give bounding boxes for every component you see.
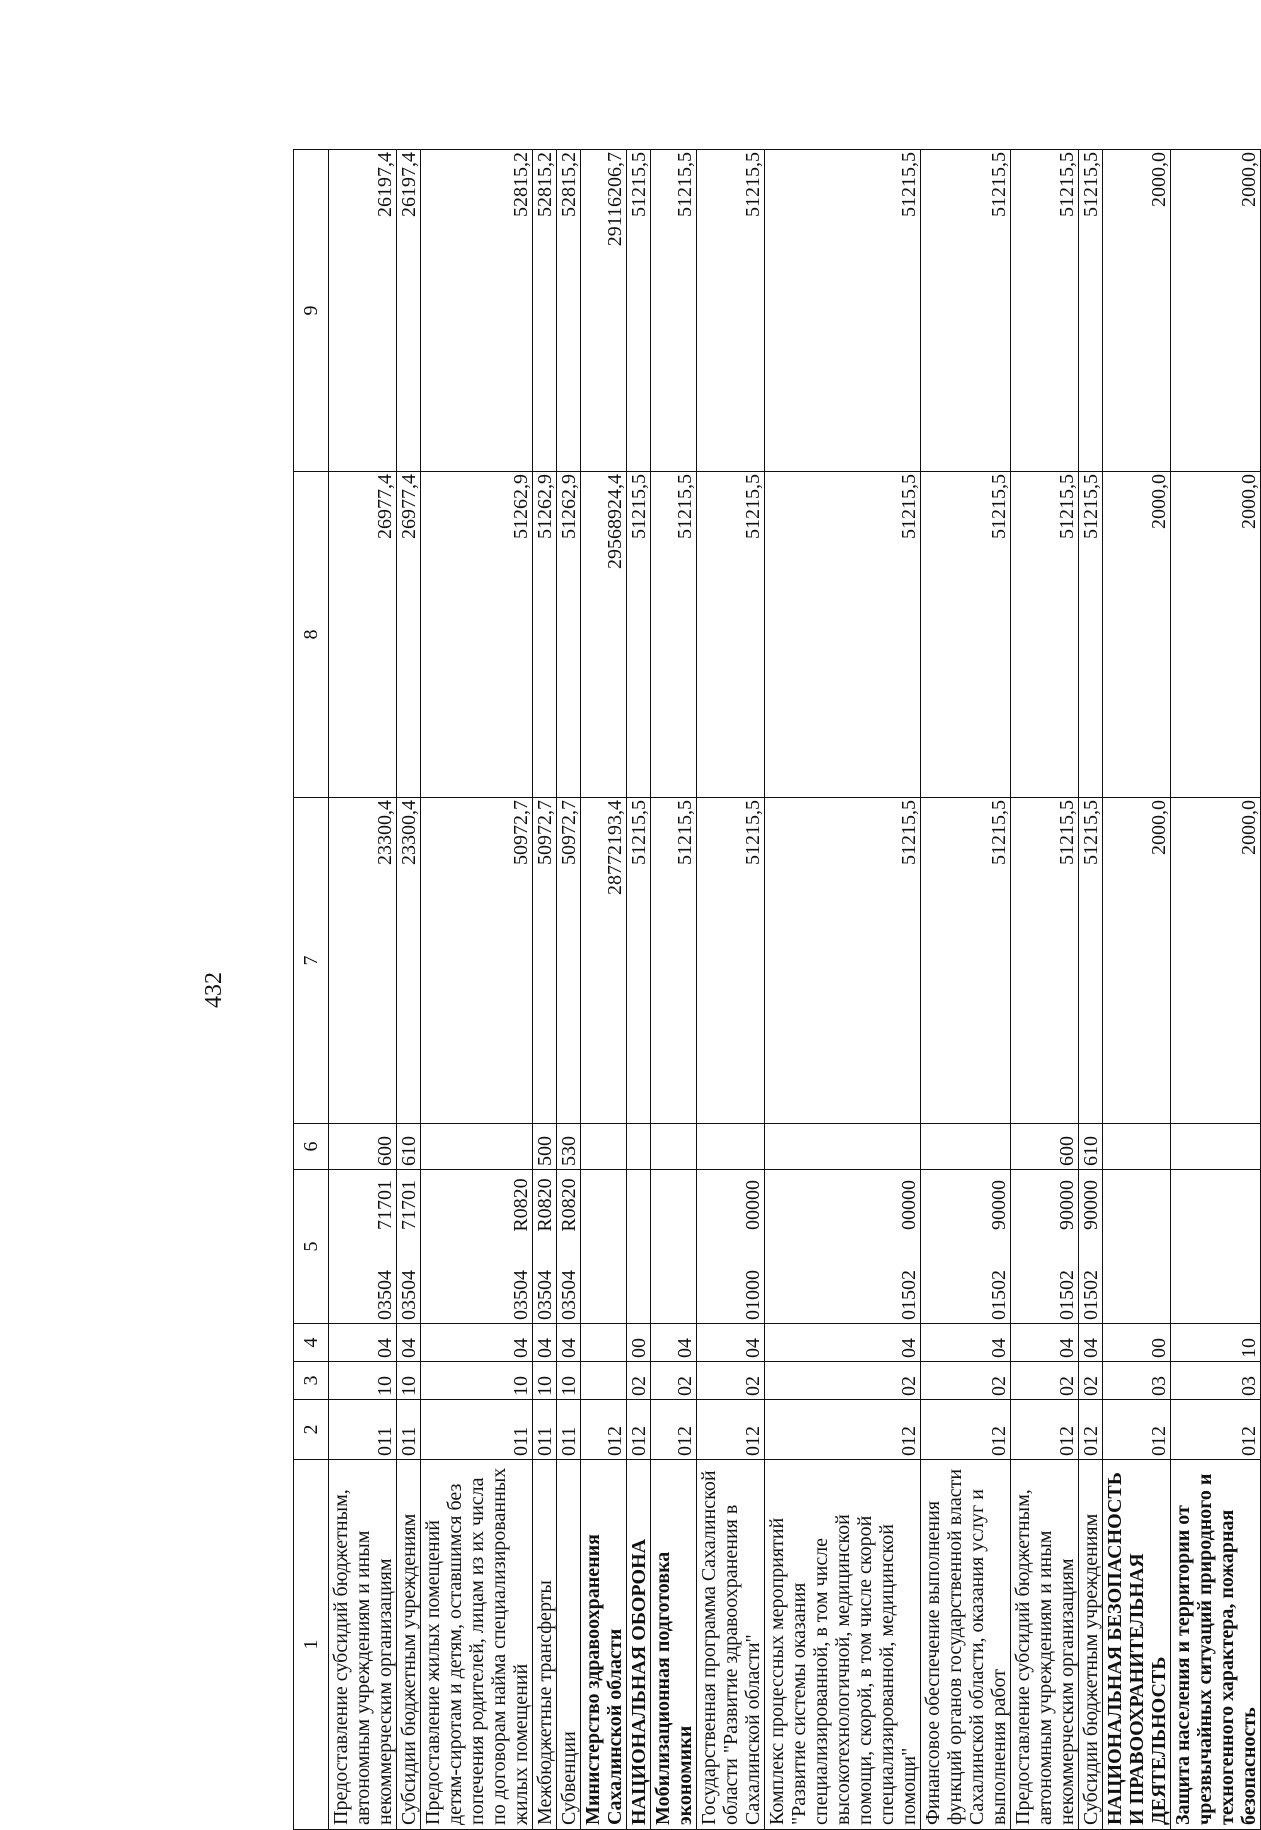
column-header-3: 3 (294, 1362, 329, 1400)
amount-cell-col7: 2000,0 (1171, 798, 1261, 1124)
subsection-code-cell: 04 (329, 1324, 397, 1362)
amount-cell-col8: 51215,5 (697, 472, 765, 798)
direction-code: 71701 (374, 1180, 396, 1230)
amount-cell-col8: 2000,0 (1103, 472, 1171, 798)
section-code-cell: 02 (1011, 1362, 1079, 1400)
row-name-cell: НАЦИОНАЛЬНАЯ ОБОРОНА (627, 1460, 651, 1830)
direction-code: 90000 (988, 1180, 1010, 1230)
subsection-code-cell: 00 (627, 1324, 651, 1362)
amount-cell-col8: 51262,9 (421, 472, 533, 798)
amount-cell-col7: 51215,5 (765, 798, 921, 1124)
section-code-cell: 02 (1079, 1362, 1103, 1400)
expense-type-cell (765, 1124, 921, 1170)
amount-cell-col7: 50972,7 (533, 798, 557, 1124)
subsection-code-cell: 04 (1079, 1324, 1103, 1362)
amount-cell-col9: 52815,2 (533, 150, 557, 472)
subsection-code-cell: 10 (1171, 1324, 1261, 1362)
page-number: 432 (201, 972, 227, 1008)
ministry-code-cell: 011 (329, 1400, 397, 1460)
expense-type-cell: 610 (397, 1124, 421, 1170)
direction-code: 90000 (1056, 1180, 1078, 1230)
expense-type-cell (1103, 1124, 1171, 1170)
target-article-cell (397, 1170, 421, 1324)
target-article-cell (1171, 1170, 1261, 1324)
section-code-cell: 10 (533, 1362, 557, 1400)
target-article-cell (765, 1170, 921, 1324)
budget-page (201, 150, 1260, 1830)
direction-code: 00000 (898, 1180, 920, 1230)
amount-cell-col9: 51215,5 (697, 150, 765, 472)
amount-cell-col9: 26197,4 (329, 150, 397, 472)
amount-cell-col9: 51215,5 (1079, 150, 1103, 472)
section-code-cell: 02 (765, 1362, 921, 1400)
column-header-6: 6 (294, 1124, 329, 1170)
target-article-cell (421, 1170, 533, 1324)
subsection-code-cell: 04 (765, 1324, 921, 1362)
ministry-code-cell: 012 (1171, 1400, 1261, 1460)
column-header-9: 9 (294, 150, 329, 472)
table-row (921, 150, 1011, 1830)
direction-code: 00000 (742, 1180, 764, 1230)
amount-cell-col7: 51215,5 (921, 798, 1011, 1124)
table-row (627, 150, 651, 1830)
row-name-cell: Субсидии бюджетным учреждениям (397, 1460, 421, 1830)
program-code: 01502 (1080, 1270, 1102, 1320)
subsection-code-cell: 04 (421, 1324, 533, 1362)
column-header-1: 1 (294, 1460, 329, 1830)
target-article-cell (651, 1170, 697, 1324)
section-code-cell: 03 (1103, 1362, 1171, 1400)
section-code-cell: 02 (651, 1362, 697, 1400)
section-code-cell: 02 (627, 1362, 651, 1400)
expense-type-cell: 600 (1011, 1124, 1079, 1170)
ministry-code-cell: 012 (651, 1400, 697, 1460)
program-code: 03504 (558, 1270, 580, 1320)
amount-cell-col8: 51215,5 (651, 472, 697, 798)
amount-cell-col9: 52815,2 (421, 150, 533, 472)
column-header-2: 2 (294, 1400, 329, 1460)
target-article-cell (921, 1170, 1011, 1324)
ministry-code-cell: 011 (533, 1400, 557, 1460)
row-name-cell: Комплекс процессных мероприятий "Развитие системы оказания специализированной, в том числе высокотехнологичной, медицинской помощи, скорой, в том числе скорой специализированной, медицинской помощи" (765, 1460, 921, 1830)
table-row (581, 150, 627, 1830)
section-code-cell: 02 (921, 1362, 1011, 1400)
column-header-7: 7 (294, 798, 329, 1124)
ministry-code-cell: 012 (1011, 1400, 1079, 1460)
table-row (1171, 150, 1261, 1830)
amount-cell-col9: 51215,5 (1011, 150, 1079, 472)
amount-cell-col8: 51215,5 (765, 472, 921, 798)
column-header-4: 4 (294, 1324, 329, 1362)
program-code: 03504 (398, 1270, 420, 1320)
table-row (697, 150, 765, 1830)
direction-code: 90000 (1080, 1180, 1102, 1230)
table-row (421, 150, 533, 1830)
row-name-cell: Межбюджетные трансферты (533, 1460, 557, 1830)
amount-cell-col9: 51215,5 (627, 150, 651, 472)
direction-code: 71701 (398, 1180, 420, 1230)
expense-type-cell (421, 1124, 533, 1170)
amount-cell-col9: 2000,0 (1103, 150, 1171, 472)
expense-type-cell (921, 1124, 1011, 1170)
program-code: 03504 (374, 1270, 396, 1320)
amount-cell-col8: 51262,9 (557, 472, 581, 798)
ministry-code-cell: 012 (921, 1400, 1011, 1460)
ministry-code-cell: 012 (697, 1400, 765, 1460)
ministry-code-cell: 011 (421, 1400, 533, 1460)
amount-cell-col7: 23300,4 (329, 798, 397, 1124)
amount-cell-col8: 26977,4 (329, 472, 397, 798)
amount-cell-col7: 28772193,4 (581, 798, 627, 1124)
row-name-cell: Защита населения и территории от чрезвычайных ситуаций природного и техногенного характера, пожарная безопасность (1171, 1460, 1261, 1830)
amount-cell-col7: 51215,5 (1079, 798, 1103, 1124)
program-code: 03504 (534, 1270, 556, 1320)
amount-cell-col7: 50972,7 (421, 798, 533, 1124)
target-article-cell (697, 1170, 765, 1324)
subsection-code-cell: 00 (1103, 1324, 1171, 1362)
ministry-code-cell: 011 (557, 1400, 581, 1460)
expense-type-cell (627, 1124, 651, 1170)
amount-cell-col8: 51215,5 (1011, 472, 1079, 798)
amount-cell-col8: 2000,0 (1171, 472, 1261, 798)
row-name-cell: Субвенции (557, 1460, 581, 1830)
row-name-cell: Предоставление жилых помещений детям-сиротам и детям, оставшимся без попечения родителей, лицам из их числа по договорам найма специализированных жилых помещений (421, 1460, 533, 1830)
subsection-code-cell: 04 (651, 1324, 697, 1362)
subsection-code-cell: 04 (921, 1324, 1011, 1362)
subsection-code-cell: 04 (557, 1324, 581, 1362)
amount-cell-col8: 26977,4 (397, 472, 421, 798)
amount-cell-col7: 51215,5 (651, 798, 697, 1124)
table-row (533, 150, 557, 1830)
target-article-cell (329, 1170, 397, 1324)
amount-cell-col9: 2000,0 (1171, 150, 1261, 472)
program-code: 03504 (510, 1270, 532, 1320)
row-name-cell: Предоставление субсидий бюджетным, автономным учреждениям и иным некоммерческим организациям (1011, 1460, 1079, 1830)
amount-cell-col8: 51215,5 (921, 472, 1011, 798)
ministry-code-cell: 012 (581, 1400, 627, 1460)
amount-cell-col8: 51262,9 (533, 472, 557, 798)
section-code-cell (581, 1362, 627, 1400)
section-code-cell: 02 (697, 1362, 765, 1400)
amount-cell-col8: 51215,5 (1079, 472, 1103, 798)
budget-table (293, 149, 1261, 1830)
ministry-code-cell: 011 (397, 1400, 421, 1460)
expense-type-cell (581, 1124, 627, 1170)
expense-type-cell: 610 (1079, 1124, 1103, 1170)
direction-code: R0820 (534, 1178, 556, 1232)
table-header-row (294, 150, 329, 1830)
table-row (1011, 150, 1079, 1830)
amount-cell-col7: 51215,5 (697, 798, 765, 1124)
target-article-cell (1103, 1170, 1171, 1324)
amount-cell-col7: 50972,7 (557, 798, 581, 1124)
table-row (1103, 150, 1171, 1830)
target-article-cell (627, 1170, 651, 1324)
subsection-code-cell: 04 (533, 1324, 557, 1362)
row-name-cell: НАЦИОНАЛЬНАЯ БЕЗОПАСНОСТЬ И ПРАВООХРАНИТЕЛЬНАЯ ДЕЯТЕЛЬНОСТЬ (1103, 1460, 1171, 1830)
row-name-cell: Государственная программа Сахалинской области "Развитие здравоохранения в Сахалинской области" (697, 1460, 765, 1830)
section-code-cell: 03 (1171, 1362, 1261, 1400)
subsection-code-cell (581, 1324, 627, 1362)
ministry-code-cell: 012 (765, 1400, 921, 1460)
section-code-cell: 10 (421, 1362, 533, 1400)
expense-type-cell (651, 1124, 697, 1170)
row-name-cell: Финансовое обеспечение выполнения функций органов государственной власти Сахалинской области, оказания услуг и выполнения работ (921, 1460, 1011, 1830)
section-code-cell: 10 (397, 1362, 421, 1400)
program-code: 01502 (988, 1270, 1010, 1320)
direction-code: R0820 (558, 1178, 580, 1232)
row-name-cell: Министерство здравоохранения Сахалинской области (581, 1460, 627, 1830)
ministry-code-cell: 012 (1079, 1400, 1103, 1460)
section-code-cell: 10 (329, 1362, 397, 1400)
amount-cell-col7: 23300,4 (397, 798, 421, 1124)
table-row (397, 150, 421, 1830)
expense-type-cell (1171, 1124, 1261, 1170)
amount-cell-col7: 51215,5 (627, 798, 651, 1124)
table-row (651, 150, 697, 1830)
amount-cell-col8: 29568924,4 (581, 472, 627, 798)
target-article-cell (581, 1170, 627, 1324)
table-row (557, 150, 581, 1830)
amount-cell-col9: 51215,5 (765, 150, 921, 472)
program-code: 01502 (1056, 1270, 1078, 1320)
ministry-code-cell: 012 (627, 1400, 651, 1460)
expense-type-cell: 500 (533, 1124, 557, 1170)
amount-cell-col9: 26197,4 (397, 150, 421, 472)
target-article-cell (1079, 1170, 1103, 1324)
target-article-cell (1011, 1170, 1079, 1324)
amount-cell-col9: 51215,5 (651, 150, 697, 472)
expense-type-cell (697, 1124, 765, 1170)
amount-cell-col9: 51215,5 (921, 150, 1011, 472)
table-row (329, 150, 397, 1830)
amount-cell-col8: 51215,5 (627, 472, 651, 798)
amount-cell-col9: 52815,2 (557, 150, 581, 472)
direction-code: R0820 (510, 1178, 532, 1232)
row-name-cell: Мобилизационная подготовка экономики (651, 1460, 697, 1830)
target-article-cell (557, 1170, 581, 1324)
column-header-5: 5 (294, 1170, 329, 1324)
program-code: 01000 (742, 1270, 764, 1320)
section-code-cell: 10 (557, 1362, 581, 1400)
amount-cell-col7: 2000,0 (1103, 798, 1171, 1124)
ministry-code-cell: 012 (1103, 1400, 1171, 1460)
column-header-8: 8 (294, 472, 329, 798)
program-code: 01502 (898, 1270, 920, 1320)
expense-type-cell: 530 (557, 1124, 581, 1170)
subsection-code-cell: 04 (697, 1324, 765, 1362)
table-row (1079, 150, 1103, 1830)
target-article-cell (533, 1170, 557, 1324)
table-row (765, 150, 921, 1830)
row-name-cell: Субсидии бюджетным учреждениям (1079, 1460, 1103, 1830)
amount-cell-col9: 29116206,7 (581, 150, 627, 472)
subsection-code-cell: 04 (397, 1324, 421, 1362)
expense-type-cell: 600 (329, 1124, 397, 1170)
amount-cell-col7: 51215,5 (1011, 798, 1079, 1124)
subsection-code-cell: 04 (1011, 1324, 1079, 1362)
row-name-cell: Предоставление субсидий бюджетным, автономным учреждениям и иным некоммерческим организациям (329, 1460, 397, 1830)
